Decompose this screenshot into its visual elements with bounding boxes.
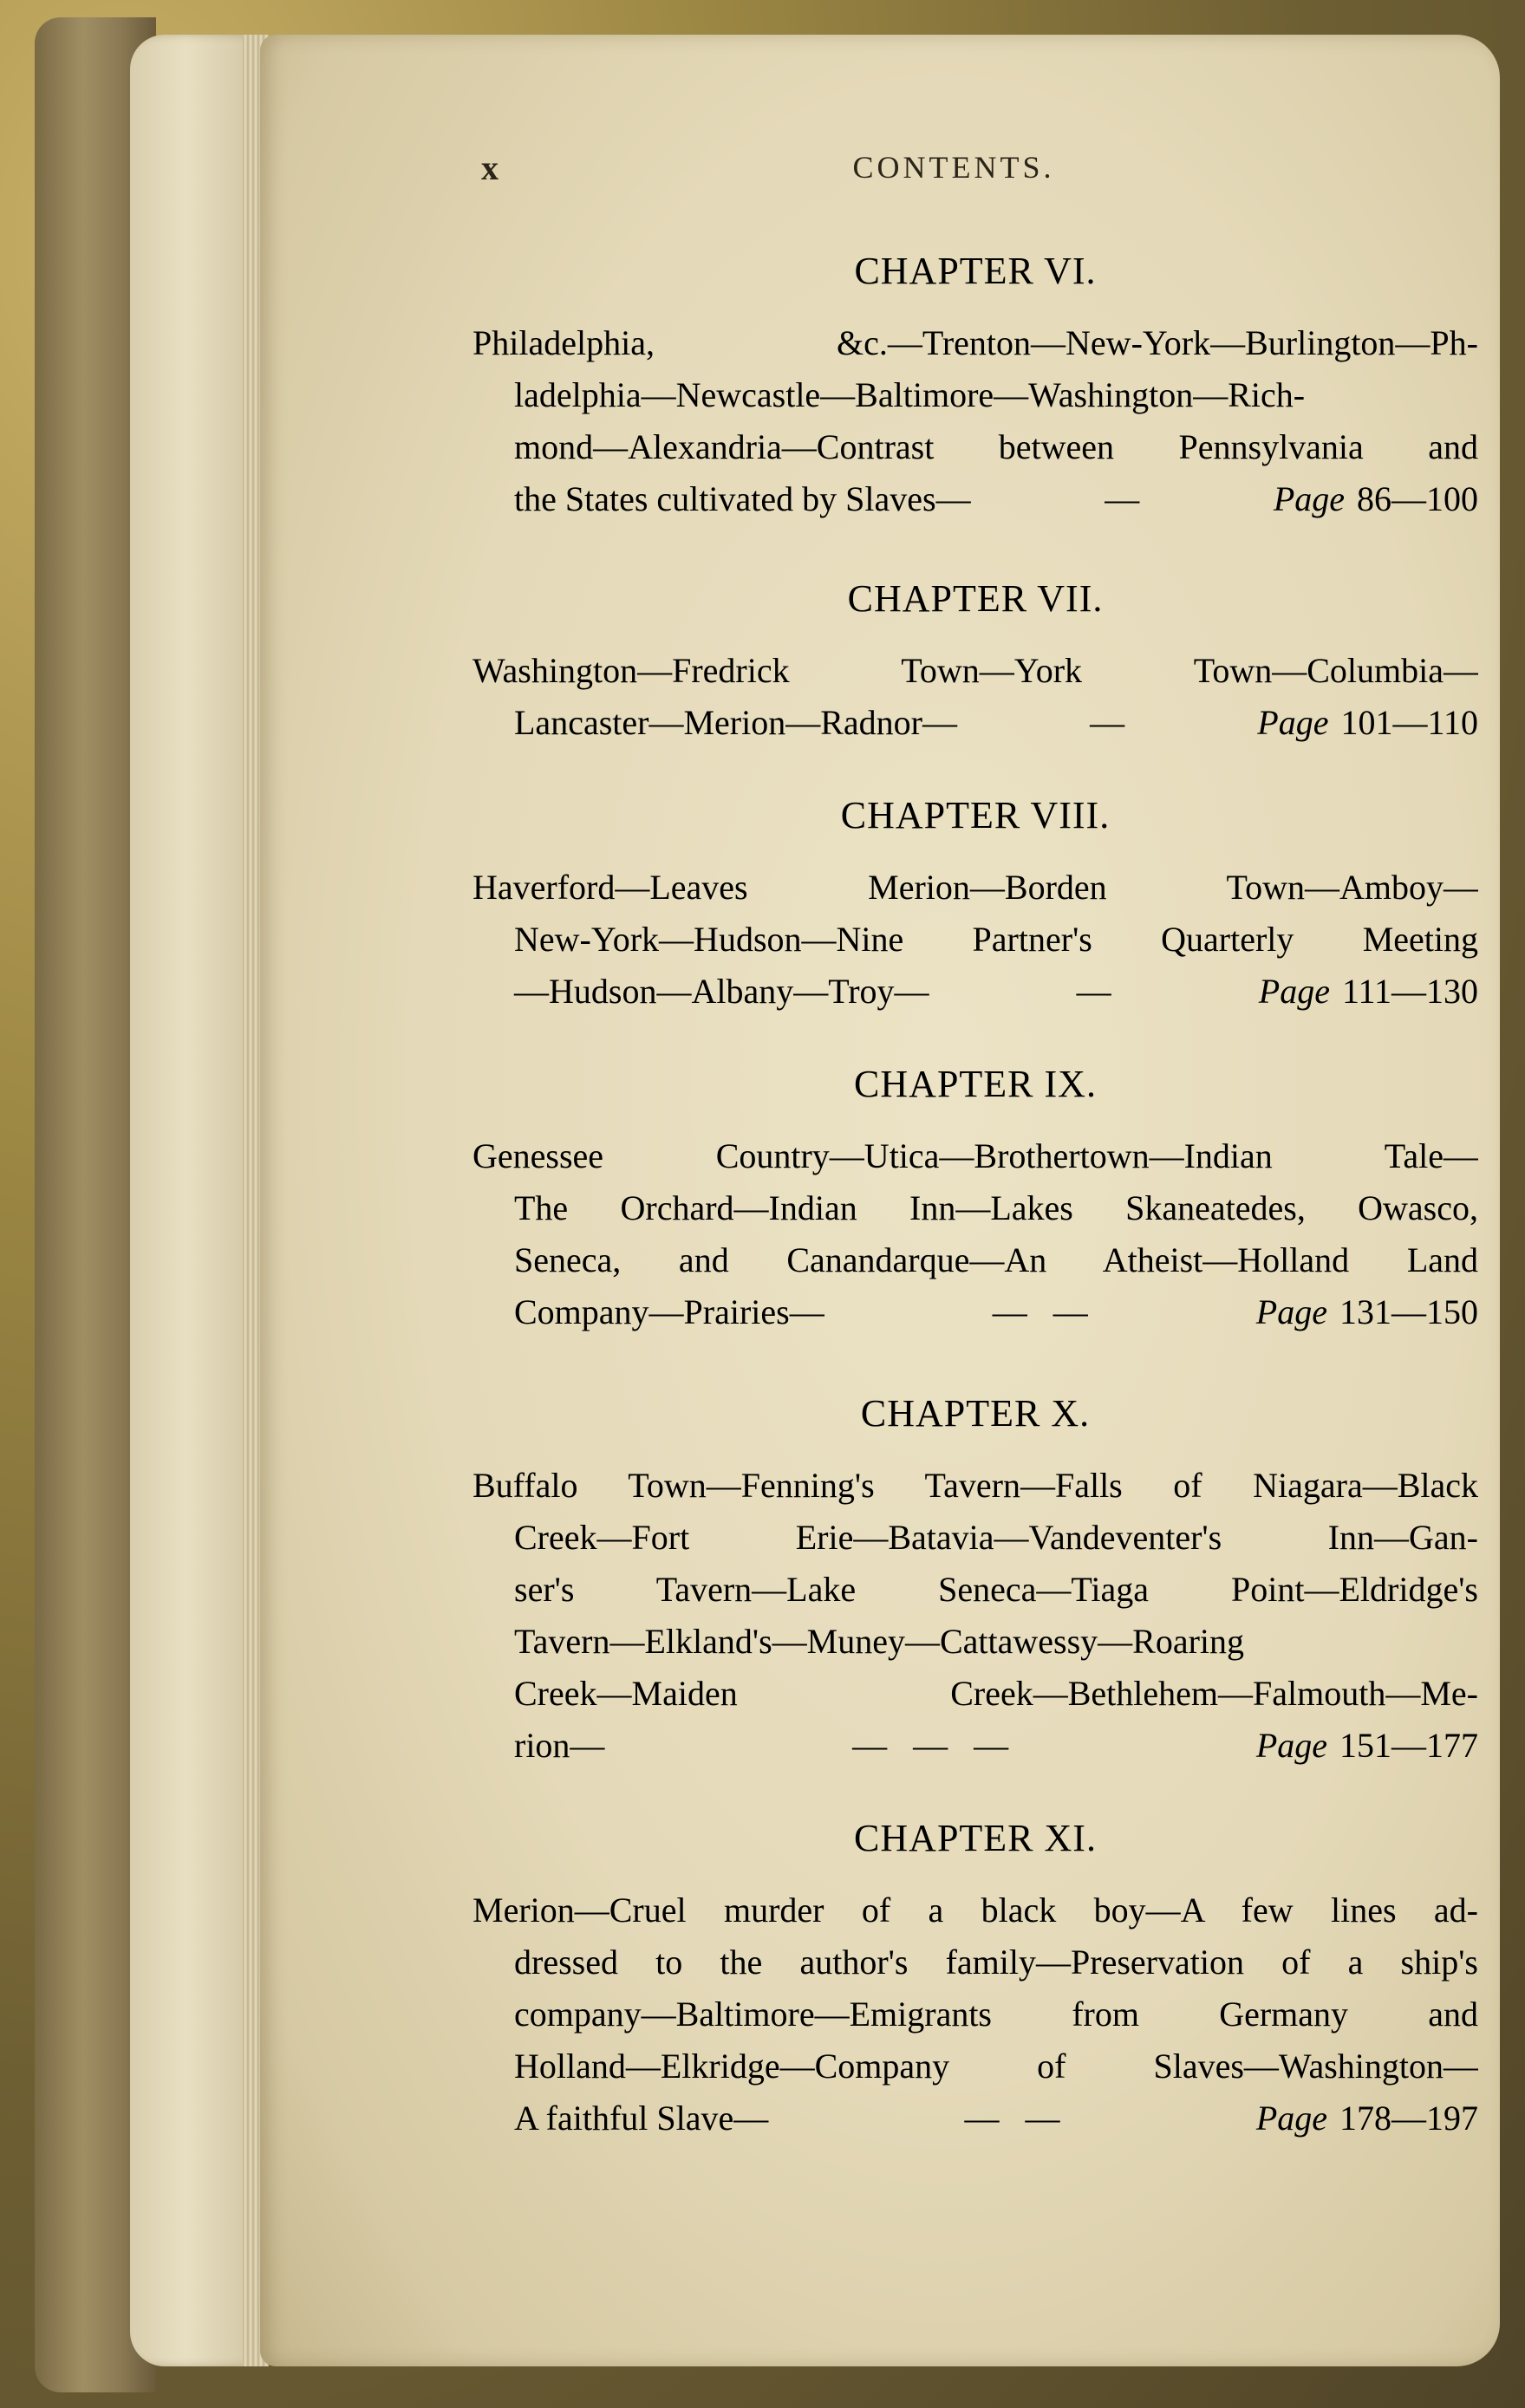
- summary-line: The Orchard—Indian Inn—Lakes Skaneatedes, Owasco,: [514, 1188, 1478, 1227]
- leader-dashes: — —: [992, 1292, 1088, 1331]
- chapter-entry: [472, 789, 1478, 1018]
- page-numbers: 111—130: [1341, 972, 1478, 1011]
- chapter-entry: [472, 1058, 1478, 1338]
- summary-line: Philadelphia, &c.—Trenton—New-York—Burlington—Ph-: [472, 323, 1478, 362]
- chapter-title: CHAPTER VI.: [854, 250, 1097, 292]
- chapter-summary: [472, 645, 1478, 749]
- summary-last-line: A faithful Slave—: [514, 2099, 769, 2138]
- summary-line: Buffalo Town—Fenning's Tavern—Falls of Niagara—Black: [472, 1466, 1478, 1505]
- summary-line: Tavern—Elkland's—Muney—Cattawessy—Roaring: [514, 1622, 1245, 1661]
- page-range: [1256, 1720, 1478, 1772]
- leader-dashes: — — —: [852, 1726, 1009, 1765]
- page-number: x: [481, 148, 499, 187]
- page-label: Page: [1255, 1292, 1327, 1331]
- page-range: [1274, 473, 1478, 525]
- page-reference-row: [472, 473, 1478, 525]
- summary-last-line: the States cultivated by Slaves—: [514, 479, 971, 518]
- summary-line: Creek—Fort Erie—Batavia—Vandeventer's Inn—Gan-: [514, 1518, 1478, 1557]
- page-reference-row: [472, 1286, 1478, 1338]
- summary-last-line: —Hudson—Albany—Troy—: [514, 972, 929, 1011]
- summary-line: Holland—Elkridge—Company of Slaves—Washington—: [514, 2047, 1478, 2086]
- chapter-summary: [472, 1884, 1478, 2144]
- summary-line: New-York—Hudson—Nine Partner's Quarterly Meeting: [514, 920, 1478, 959]
- running-title: CONTENTS.: [852, 150, 1055, 185]
- chapter-title: CHAPTER XI.: [854, 1817, 1097, 1859]
- page-reference-row: [472, 966, 1478, 1018]
- page-range: [1257, 697, 1478, 749]
- leader-dashes: —: [1090, 703, 1125, 742]
- summary-line: Creek—Maiden Creek—Bethlehem—Falmouth—Me-: [514, 1674, 1478, 1713]
- page-numbers: 101—110: [1340, 703, 1478, 742]
- summary-last-line: Lancaster—Merion—Radnor—: [514, 703, 957, 742]
- page-header: [217, 147, 1483, 251]
- summary-line: dressed to the author's family—Preservation of a ship's: [514, 1943, 1478, 1982]
- summary-line: Seneca, and Canandarque—An Atheist—Holland Land: [514, 1240, 1478, 1279]
- summary-line: ladelphia—Newcastle—Baltimore—Washington—Rich-: [514, 375, 1306, 414]
- page-reference-row: [472, 697, 1478, 749]
- chapter-title: CHAPTER VII.: [847, 577, 1104, 620]
- chapter-title: CHAPTER IX.: [854, 1063, 1097, 1105]
- chapter-summary: [472, 862, 1478, 1018]
- chapter-entry: [472, 572, 1478, 749]
- page-numbers: 86—100: [1357, 479, 1478, 518]
- chapter-title: CHAPTER VIII.: [840, 794, 1111, 836]
- chapter-summary: [472, 317, 1478, 525]
- page-label: Page: [1258, 972, 1330, 1011]
- summary-line: company—Baltimore—Emigrants from Germany and: [514, 1995, 1478, 2034]
- summary-last-line: rion—: [514, 1726, 605, 1765]
- summary-line: mond—Alexandria—Contrast between Pennsylvania and: [514, 427, 1478, 466]
- chapter-entry: [472, 1387, 1478, 1772]
- chapter-entry: [472, 244, 1478, 525]
- page-range: [1259, 966, 1478, 1018]
- page-label: Page: [1257, 703, 1329, 742]
- leader-dashes: — —: [964, 2099, 1060, 2138]
- page-numbers: 151—177: [1339, 1726, 1478, 1765]
- summary-line: ser's Tavern—Lake Seneca—Tiaga Point—Eldridge's: [514, 1570, 1478, 1609]
- page-label: Page: [1255, 2099, 1327, 2138]
- page-label: Page: [1273, 479, 1345, 518]
- summary-line: Washington—Fredrick Town—York Town—Columbia—: [472, 651, 1478, 690]
- summary-line: Merion—Cruel murder of a black boy—A few lines ad-: [472, 1891, 1478, 1930]
- page-reference-row: [472, 1720, 1478, 1772]
- chapter-title: CHAPTER X.: [860, 1392, 1091, 1435]
- leader-dashes: —: [1076, 972, 1111, 1011]
- summary-last-line: Company—Prairies—: [514, 1292, 824, 1331]
- chapter-summary: [472, 1130, 1478, 1338]
- summary-line: Genessee Country—Utica—Brothertown—Indian Tale—: [472, 1136, 1478, 1175]
- page-range: [1256, 2092, 1478, 2144]
- page-range: [1256, 1286, 1478, 1338]
- chapter-summary: [472, 1460, 1478, 1772]
- page-label: Page: [1255, 1726, 1327, 1765]
- summary-line: Haverford—Leaves Merion—Borden Town—Amboy—: [472, 868, 1478, 907]
- page-numbers: 178—197: [1339, 2099, 1478, 2138]
- page-numbers: 131—150: [1339, 1292, 1478, 1331]
- page-reference-row: [472, 2092, 1478, 2144]
- leader-dashes: —: [1105, 479, 1140, 518]
- chapter-entry: [472, 1812, 1478, 2144]
